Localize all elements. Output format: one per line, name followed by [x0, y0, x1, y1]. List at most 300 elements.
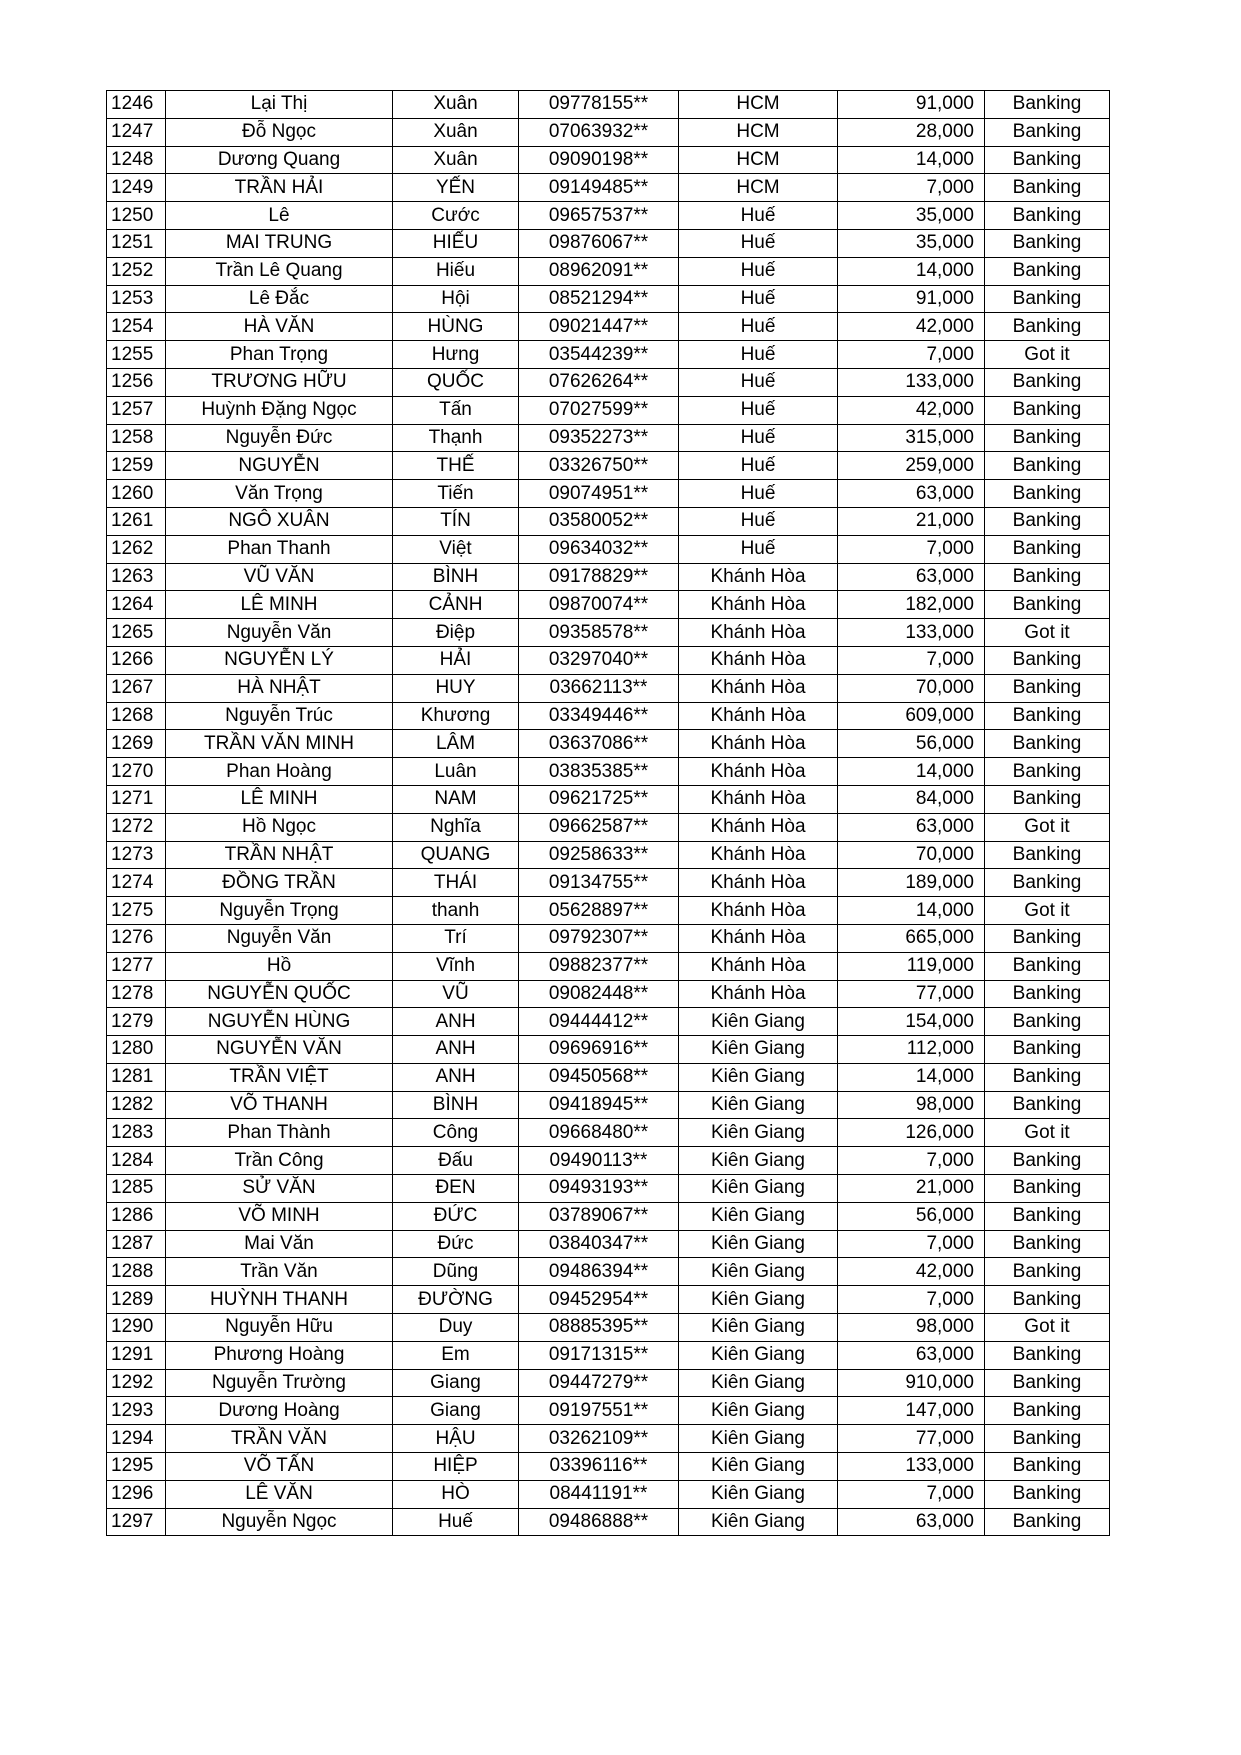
- payment-method-cell: Banking: [985, 1063, 1110, 1091]
- amount-cell: 63,000: [838, 813, 985, 841]
- family-middle-name-cell: HUỲNH THANH: [166, 1286, 393, 1314]
- province-cell: Khánh Hòa: [679, 924, 838, 952]
- row-number-cell: 1284: [107, 1147, 166, 1175]
- row-number-cell: 1271: [107, 785, 166, 813]
- family-middle-name-cell: Đỗ Ngọc: [166, 118, 393, 146]
- table-row: [107, 1147, 1110, 1175]
- table-row: [107, 1119, 1110, 1147]
- payment-method-cell: Got it: [985, 897, 1110, 925]
- province-cell: Huế: [679, 341, 838, 369]
- given-name-cell: HÙNG: [393, 313, 519, 341]
- payment-method-cell: Banking: [985, 1480, 1110, 1508]
- amount-cell: 56,000: [838, 730, 985, 758]
- phone-number-cell: 03544239**: [519, 341, 679, 369]
- family-middle-name-cell: TRƯƠNG HỮU: [166, 368, 393, 396]
- amount-cell: 77,000: [838, 980, 985, 1008]
- row-number-cell: 1268: [107, 702, 166, 730]
- row-number-cell: 1251: [107, 229, 166, 257]
- amount-cell: 7,000: [838, 341, 985, 369]
- phone-number-cell: 05628897**: [519, 897, 679, 925]
- given-name-cell: Việt: [393, 535, 519, 563]
- family-middle-name-cell: Hồ Ngọc: [166, 813, 393, 841]
- payment-method-cell: Banking: [985, 1508, 1110, 1536]
- table-row: [107, 563, 1110, 591]
- amount-cell: 14,000: [838, 897, 985, 925]
- payment-method-cell: Banking: [985, 1425, 1110, 1453]
- family-middle-name-cell: HÀ NHẬT: [166, 674, 393, 702]
- phone-number-cell: 09490113**: [519, 1147, 679, 1175]
- given-name-cell: BÌNH: [393, 563, 519, 591]
- province-cell: Huế: [679, 535, 838, 563]
- family-middle-name-cell: Phan Trọng: [166, 341, 393, 369]
- phone-number-cell: 09021447**: [519, 313, 679, 341]
- amount-cell: 84,000: [838, 785, 985, 813]
- province-cell: Kiên Giang: [679, 1258, 838, 1286]
- phone-number-cell: 03580052**: [519, 507, 679, 535]
- row-number-cell: 1292: [107, 1369, 166, 1397]
- row-number-cell: 1270: [107, 758, 166, 786]
- phone-number-cell: 08962091**: [519, 257, 679, 285]
- table-row: [107, 813, 1110, 841]
- phone-number-cell: 09452954**: [519, 1286, 679, 1314]
- payment-method-cell: Got it: [985, 1119, 1110, 1147]
- table-row: [107, 480, 1110, 508]
- given-name-cell: Em: [393, 1341, 519, 1369]
- given-name-cell: LÂM: [393, 730, 519, 758]
- amount-cell: 7,000: [838, 646, 985, 674]
- payment-method-cell: Banking: [985, 368, 1110, 396]
- phone-number-cell: 09882377**: [519, 952, 679, 980]
- given-name-cell: NAM: [393, 785, 519, 813]
- given-name-cell: Hưng: [393, 341, 519, 369]
- payment-method-cell: Got it: [985, 619, 1110, 647]
- family-middle-name-cell: TRẦN HẢI: [166, 174, 393, 202]
- amount-cell: 91,000: [838, 91, 985, 119]
- phone-number-cell: 09149485**: [519, 174, 679, 202]
- amount-cell: 7,000: [838, 1286, 985, 1314]
- province-cell: Kiên Giang: [679, 1175, 838, 1203]
- row-number-cell: 1266: [107, 646, 166, 674]
- amount-cell: 133,000: [838, 368, 985, 396]
- payment-method-cell: Banking: [985, 730, 1110, 758]
- table-row: [107, 257, 1110, 285]
- payment-method-cell: Banking: [985, 1091, 1110, 1119]
- phone-number-cell: 09778155**: [519, 91, 679, 119]
- given-name-cell: Khương: [393, 702, 519, 730]
- province-cell: Khánh Hòa: [679, 980, 838, 1008]
- table-row: [107, 1453, 1110, 1481]
- amount-cell: 98,000: [838, 1091, 985, 1119]
- amount-cell: 21,000: [838, 1175, 985, 1203]
- row-number-cell: 1279: [107, 1008, 166, 1036]
- given-name-cell: Đấu: [393, 1147, 519, 1175]
- row-number-cell: 1274: [107, 869, 166, 897]
- province-cell: Khánh Hòa: [679, 730, 838, 758]
- given-name-cell: TÍN: [393, 507, 519, 535]
- phone-number-cell: 09486394**: [519, 1258, 679, 1286]
- amount-cell: 7,000: [838, 174, 985, 202]
- row-number-cell: 1257: [107, 396, 166, 424]
- province-cell: Khánh Hòa: [679, 897, 838, 925]
- table-row: [107, 368, 1110, 396]
- amount-cell: 189,000: [838, 869, 985, 897]
- phone-number-cell: 09358578**: [519, 619, 679, 647]
- province-cell: HCM: [679, 118, 838, 146]
- family-middle-name-cell: Dương Hoàng: [166, 1397, 393, 1425]
- province-cell: Kiên Giang: [679, 1147, 838, 1175]
- payment-method-cell: Banking: [985, 1453, 1110, 1481]
- payment-method-cell: Banking: [985, 1175, 1110, 1203]
- province-cell: Huế: [679, 229, 838, 257]
- family-middle-name-cell: Trần Công: [166, 1147, 393, 1175]
- province-cell: Khánh Hòa: [679, 619, 838, 647]
- table-row: [107, 535, 1110, 563]
- row-number-cell: 1282: [107, 1091, 166, 1119]
- phone-number-cell: 09621725**: [519, 785, 679, 813]
- row-number-cell: 1255: [107, 341, 166, 369]
- amount-cell: 42,000: [838, 1258, 985, 1286]
- phone-number-cell: 03349446**: [519, 702, 679, 730]
- table-row: [107, 758, 1110, 786]
- phone-number-cell: 03840347**: [519, 1230, 679, 1258]
- province-cell: Kiên Giang: [679, 1230, 838, 1258]
- table-row: [107, 730, 1110, 758]
- amount-cell: 63,000: [838, 563, 985, 591]
- given-name-cell: ANH: [393, 1036, 519, 1064]
- table-row: [107, 396, 1110, 424]
- row-number-cell: 1259: [107, 452, 166, 480]
- amount-cell: 910,000: [838, 1369, 985, 1397]
- row-number-cell: 1261: [107, 507, 166, 535]
- amount-cell: 315,000: [838, 424, 985, 452]
- phone-number-cell: 03326750**: [519, 452, 679, 480]
- row-number-cell: 1297: [107, 1508, 166, 1536]
- given-name-cell: Duy: [393, 1314, 519, 1342]
- row-number-cell: 1293: [107, 1397, 166, 1425]
- table-row: [107, 924, 1110, 952]
- family-middle-name-cell: Phan Thanh: [166, 535, 393, 563]
- row-number-cell: 1256: [107, 368, 166, 396]
- payment-method-cell: Banking: [985, 1341, 1110, 1369]
- table-row: [107, 1091, 1110, 1119]
- payment-method-cell: Banking: [985, 507, 1110, 535]
- row-number-cell: 1277: [107, 952, 166, 980]
- given-name-cell: ĐỨC: [393, 1202, 519, 1230]
- amount-cell: 665,000: [838, 924, 985, 952]
- payment-method-cell: Banking: [985, 1369, 1110, 1397]
- table-row: [107, 313, 1110, 341]
- province-cell: Kiên Giang: [679, 1369, 838, 1397]
- table-row: [107, 1175, 1110, 1203]
- province-cell: Khánh Hòa: [679, 813, 838, 841]
- payment-method-cell: Banking: [985, 758, 1110, 786]
- family-middle-name-cell: VÕ TẤN: [166, 1453, 393, 1481]
- province-cell: Khánh Hòa: [679, 758, 838, 786]
- given-name-cell: CẢNH: [393, 591, 519, 619]
- family-middle-name-cell: Phan Thành: [166, 1119, 393, 1147]
- province-cell: Huế: [679, 257, 838, 285]
- table-row: [107, 507, 1110, 535]
- row-number-cell: 1263: [107, 563, 166, 591]
- province-cell: Kiên Giang: [679, 1453, 838, 1481]
- table-row: [107, 1425, 1110, 1453]
- family-middle-name-cell: LÊ MINH: [166, 591, 393, 619]
- row-number-cell: 1249: [107, 174, 166, 202]
- row-number-cell: 1253: [107, 285, 166, 313]
- row-number-cell: 1275: [107, 897, 166, 925]
- family-middle-name-cell: Lê: [166, 202, 393, 230]
- phone-number-cell: 09352273**: [519, 424, 679, 452]
- payment-method-cell: Banking: [985, 785, 1110, 813]
- payment-method-cell: Banking: [985, 146, 1110, 174]
- payment-method-cell: Banking: [985, 202, 1110, 230]
- given-name-cell: Nghĩa: [393, 813, 519, 841]
- row-number-cell: 1254: [107, 313, 166, 341]
- province-cell: Kiên Giang: [679, 1091, 838, 1119]
- amount-cell: 14,000: [838, 257, 985, 285]
- given-name-cell: Xuân: [393, 118, 519, 146]
- table-row: [107, 452, 1110, 480]
- given-name-cell: Tấn: [393, 396, 519, 424]
- given-name-cell: THẾ: [393, 452, 519, 480]
- phone-number-cell: 09662587**: [519, 813, 679, 841]
- given-name-cell: thanh: [393, 897, 519, 925]
- family-middle-name-cell: LÊ VĂN: [166, 1480, 393, 1508]
- payment-method-cell: Banking: [985, 285, 1110, 313]
- row-number-cell: 1252: [107, 257, 166, 285]
- phone-number-cell: 03835385**: [519, 758, 679, 786]
- payment-method-cell: Banking: [985, 1286, 1110, 1314]
- given-name-cell: Huế: [393, 1508, 519, 1536]
- payment-method-cell: Banking: [985, 1397, 1110, 1425]
- phone-number-cell: 09668480**: [519, 1119, 679, 1147]
- province-cell: Huế: [679, 396, 838, 424]
- family-middle-name-cell: VŨ VĂN: [166, 563, 393, 591]
- province-cell: Kiên Giang: [679, 1063, 838, 1091]
- province-cell: Huế: [679, 452, 838, 480]
- row-number-cell: 1286: [107, 1202, 166, 1230]
- amount-cell: 154,000: [838, 1008, 985, 1036]
- given-name-cell: HIỆP: [393, 1453, 519, 1481]
- family-middle-name-cell: NGUYỄN: [166, 452, 393, 480]
- phone-number-cell: 03396116**: [519, 1453, 679, 1481]
- payment-method-cell: Banking: [985, 91, 1110, 119]
- family-middle-name-cell: NGUYỄN QUỐC: [166, 980, 393, 1008]
- phone-number-cell: 07063932**: [519, 118, 679, 146]
- table-row: [107, 1036, 1110, 1064]
- row-number-cell: 1285: [107, 1175, 166, 1203]
- province-cell: Kiên Giang: [679, 1008, 838, 1036]
- province-cell: Khánh Hòa: [679, 952, 838, 980]
- phone-number-cell: 09450568**: [519, 1063, 679, 1091]
- family-middle-name-cell: Trần Văn: [166, 1258, 393, 1286]
- amount-cell: 14,000: [838, 758, 985, 786]
- family-middle-name-cell: NGÔ XUÂN: [166, 507, 393, 535]
- table-row: [107, 980, 1110, 1008]
- given-name-cell: Công: [393, 1119, 519, 1147]
- amount-cell: 63,000: [838, 1508, 985, 1536]
- given-name-cell: Luân: [393, 758, 519, 786]
- family-middle-name-cell: Nguyễn Văn: [166, 924, 393, 952]
- province-cell: Kiên Giang: [679, 1036, 838, 1064]
- row-number-cell: 1287: [107, 1230, 166, 1258]
- phone-number-cell: 09486888**: [519, 1508, 679, 1536]
- payment-method-cell: Got it: [985, 813, 1110, 841]
- province-cell: Kiên Giang: [679, 1202, 838, 1230]
- given-name-cell: Xuân: [393, 91, 519, 119]
- family-middle-name-cell: TRẦN VIỆT: [166, 1063, 393, 1091]
- table-row: [107, 1397, 1110, 1425]
- table-row: [107, 619, 1110, 647]
- given-name-cell: Hiếu: [393, 257, 519, 285]
- family-middle-name-cell: Nguyễn Trọng: [166, 897, 393, 925]
- amount-cell: 133,000: [838, 619, 985, 647]
- payment-method-cell: Banking: [985, 702, 1110, 730]
- province-cell: HCM: [679, 91, 838, 119]
- province-cell: HCM: [679, 174, 838, 202]
- table-row: [107, 897, 1110, 925]
- given-name-cell: Cước: [393, 202, 519, 230]
- phone-number-cell: 07027599**: [519, 396, 679, 424]
- family-middle-name-cell: Mai Văn: [166, 1230, 393, 1258]
- table-row: [107, 952, 1110, 980]
- row-number-cell: 1248: [107, 146, 166, 174]
- phone-number-cell: 09258633**: [519, 841, 679, 869]
- row-number-cell: 1280: [107, 1036, 166, 1064]
- amount-cell: 14,000: [838, 1063, 985, 1091]
- phone-number-cell: 09074951**: [519, 480, 679, 508]
- family-middle-name-cell: NGUYỄN HÙNG: [166, 1008, 393, 1036]
- family-middle-name-cell: NGUYỄN LÝ: [166, 646, 393, 674]
- payment-method-cell: Banking: [985, 563, 1110, 591]
- amount-cell: 42,000: [838, 313, 985, 341]
- given-name-cell: ANH: [393, 1063, 519, 1091]
- family-middle-name-cell: Hồ: [166, 952, 393, 980]
- amount-cell: 7,000: [838, 1147, 985, 1175]
- table-row: [107, 229, 1110, 257]
- payment-method-cell: Banking: [985, 229, 1110, 257]
- row-number-cell: 1283: [107, 1119, 166, 1147]
- province-cell: Kiên Giang: [679, 1508, 838, 1536]
- payment-method-cell: Banking: [985, 924, 1110, 952]
- family-middle-name-cell: Văn Trọng: [166, 480, 393, 508]
- province-cell: Khánh Hòa: [679, 869, 838, 897]
- province-cell: Huế: [679, 424, 838, 452]
- amount-cell: 7,000: [838, 1480, 985, 1508]
- row-number-cell: 1247: [107, 118, 166, 146]
- province-cell: Kiên Giang: [679, 1314, 838, 1342]
- province-cell: Kiên Giang: [679, 1341, 838, 1369]
- given-name-cell: BÌNH: [393, 1091, 519, 1119]
- row-number-cell: 1289: [107, 1286, 166, 1314]
- phone-number-cell: 03262109**: [519, 1425, 679, 1453]
- payment-method-cell: Banking: [985, 980, 1110, 1008]
- phone-number-cell: 07626264**: [519, 368, 679, 396]
- province-cell: Khánh Hòa: [679, 563, 838, 591]
- table-row: [107, 1008, 1110, 1036]
- payment-method-cell: Banking: [985, 1202, 1110, 1230]
- table-row: [107, 91, 1110, 119]
- table-row: [107, 146, 1110, 174]
- phone-number-cell: 09178829**: [519, 563, 679, 591]
- given-name-cell: HẢI: [393, 646, 519, 674]
- given-name-cell: Hội: [393, 285, 519, 313]
- amount-cell: 70,000: [838, 841, 985, 869]
- payment-method-cell: Banking: [985, 424, 1110, 452]
- phone-number-cell: 03637086**: [519, 730, 679, 758]
- amount-cell: 28,000: [838, 118, 985, 146]
- amount-cell: 42,000: [838, 396, 985, 424]
- family-middle-name-cell: Nguyễn Đức: [166, 424, 393, 452]
- given-name-cell: Xuân: [393, 146, 519, 174]
- phone-number-cell: 09197551**: [519, 1397, 679, 1425]
- family-middle-name-cell: Nguyễn Văn: [166, 619, 393, 647]
- payment-method-cell: Banking: [985, 869, 1110, 897]
- province-cell: HCM: [679, 146, 838, 174]
- given-name-cell: Đức: [393, 1230, 519, 1258]
- phone-number-cell: 09876067**: [519, 229, 679, 257]
- payment-method-cell: Banking: [985, 396, 1110, 424]
- payment-method-cell: Got it: [985, 341, 1110, 369]
- payment-method-cell: Banking: [985, 1147, 1110, 1175]
- given-name-cell: HẬU: [393, 1425, 519, 1453]
- phone-number-cell: 09493193**: [519, 1175, 679, 1203]
- family-middle-name-cell: MAI TRUNG: [166, 229, 393, 257]
- row-number-cell: 1290: [107, 1314, 166, 1342]
- phone-number-cell: 09082448**: [519, 980, 679, 1008]
- province-cell: Khánh Hòa: [679, 646, 838, 674]
- phone-number-cell: 09171315**: [519, 1341, 679, 1369]
- phone-number-cell: 09634032**: [519, 535, 679, 563]
- table-row: [107, 424, 1110, 452]
- given-name-cell: Thạnh: [393, 424, 519, 452]
- amount-cell: 147,000: [838, 1397, 985, 1425]
- amount-cell: 21,000: [838, 507, 985, 535]
- payment-method-cell: Banking: [985, 535, 1110, 563]
- province-cell: Huế: [679, 507, 838, 535]
- given-name-cell: HIẾU: [393, 229, 519, 257]
- family-middle-name-cell: ĐỒNG TRẦN: [166, 869, 393, 897]
- amount-cell: 182,000: [838, 591, 985, 619]
- row-number-cell: 1276: [107, 924, 166, 952]
- given-name-cell: Giang: [393, 1397, 519, 1425]
- given-name-cell: ANH: [393, 1008, 519, 1036]
- province-cell: Huế: [679, 480, 838, 508]
- amount-cell: 119,000: [838, 952, 985, 980]
- phone-number-cell: 09870074**: [519, 591, 679, 619]
- given-name-cell: HÒ: [393, 1480, 519, 1508]
- province-cell: Kiên Giang: [679, 1286, 838, 1314]
- table-row: [107, 174, 1110, 202]
- row-number-cell: 1296: [107, 1480, 166, 1508]
- given-name-cell: THÁI: [393, 869, 519, 897]
- family-middle-name-cell: Dương Quang: [166, 146, 393, 174]
- table-row: [107, 1480, 1110, 1508]
- payment-method-cell: Banking: [985, 1036, 1110, 1064]
- province-cell: Kiên Giang: [679, 1425, 838, 1453]
- given-name-cell: Điệp: [393, 619, 519, 647]
- given-name-cell: Vĩnh: [393, 952, 519, 980]
- amount-cell: 91,000: [838, 285, 985, 313]
- phone-number-cell: 09090198**: [519, 146, 679, 174]
- row-number-cell: 1288: [107, 1258, 166, 1286]
- phone-number-cell: 03662113**: [519, 674, 679, 702]
- phone-number-cell: 09447279**: [519, 1369, 679, 1397]
- phone-number-cell: 09657537**: [519, 202, 679, 230]
- payment-method-cell: Banking: [985, 452, 1110, 480]
- payment-method-cell: Banking: [985, 674, 1110, 702]
- province-cell: Khánh Hòa: [679, 591, 838, 619]
